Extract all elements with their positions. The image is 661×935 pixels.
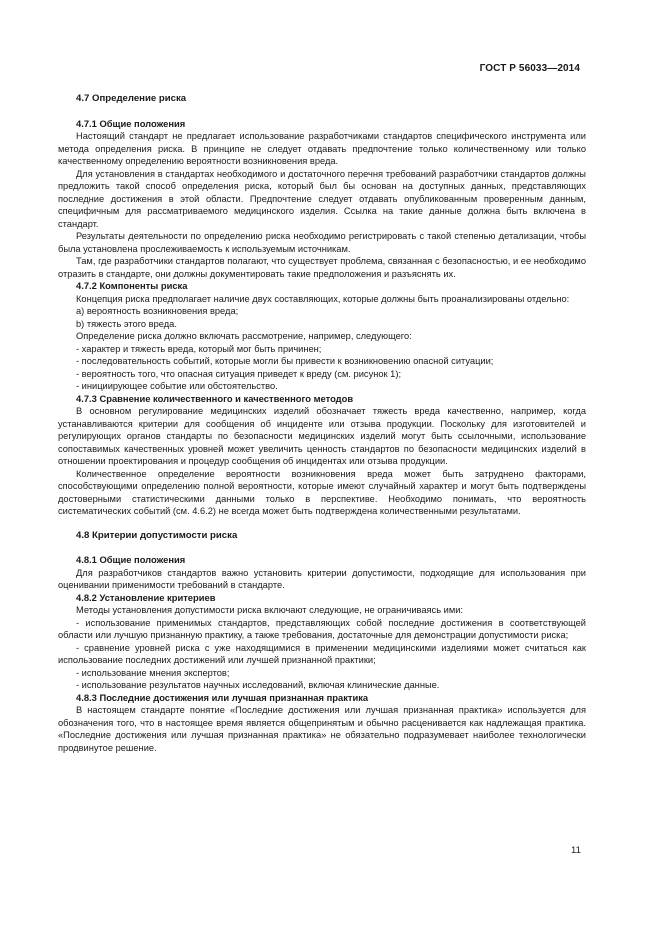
paragraph: В настоящем стандарте понятие «Последние достижения или лучшая признанная практика» используется для обозначения того, что в настоящее время является общепринятым и обычно расценивается как надлежащая практика. «Последние достижения или лучшая признанная практика» не обязательно подразумевает наиболее технологически продвинутое решение. — [58, 705, 586, 753]
list-item: - использование мнения экспертов; — [76, 667, 230, 678]
paragraph: Концепция риска предполагает наличие двух составляющих, которые должны быть проанализированы отдельно: — [76, 293, 570, 304]
list-item: - вероятность того, что опасная ситуация приведет к вреду (см. рисунок 1); — [76, 368, 402, 379]
document-body — [58, 93, 586, 754]
list-item: - сравнение уровней риска с уже находящимися в применении медицинскими изделиями может считаться как использование последних достижений или лучшей признанной практики; — [58, 642, 586, 665]
list-item: - последовательность событий, которые могли бы привести к возникновению опасной ситуации; — [76, 356, 494, 366]
section-4-7-1-title: 4.7.1 Общие положения — [76, 117, 186, 129]
paragraph: Методы установления допустимости риска включают следующие, не ограничиваясь ими: — [76, 605, 463, 615]
section-4-8-title: 4.8 Критерии допустимости риска — [76, 529, 238, 541]
list-item: b) тяжесть этого вреда. — [76, 318, 177, 329]
paragraph: Для разработчиков стандартов важно установить критерии допустимости, подходящие для использования при оценивании применимости требований в стандарте. — [58, 567, 586, 590]
page-number: 11 — [571, 845, 581, 856]
list-item: a) вероятность возникновения вреда; — [76, 306, 239, 316]
paragraph: В основном регулирование медицинских изделий обозначает тяжесть вреда качественно, например, когда устанавливаются критерии для сообщения об инциденте или отзыва продукции. Поскольку для изготовителей и регулирующих органов стандарты по безопасности медицинских изделий могут быть ссылочными, использование сопоставимых качественных уровней может увеличить ценность стандартов по безопасности медицинских изделий в отношении проектирования и процедур сообщения об инцидентах или отзыва продукции. — [58, 406, 586, 466]
paragraph: Результаты деятельности по определению риска необходимо регистрировать с такой степенью детализации, чтобы была установлена прослеживаемость к используемым источникам. — [58, 231, 586, 254]
paragraph: Настоящий стандарт не предлагает использование разработчиками стандартов специфического инструмента или метода определения риска. В принципе не следует отдавать предпочтение только количественному или только качественному определению вероятности возникновения вреда. — [58, 131, 586, 166]
section-4-7-title: 4.7 Определение риска — [76, 93, 187, 104]
paragraph: Для установления в стандартах необходимого и достаточного перечня требований разработчики стандартов должны предложить такой способ определения риска, который был бы основан на доступных данных, представляющих последние достижения в этой области. Предпочтение следует отдавать опубликованным проверенным данным, специфичным для рассматриваемого медицинского изделия. Ссылка на такие данные должна быть включена в стандарт. — [58, 168, 586, 229]
paragraph: Там, где разработчики стандартов полагают, что существует проблема, связанная с безопасностью, и ее необходимо отразить в стандарте, они должны документировать такие предположения и разъяснять их. — [58, 256, 586, 279]
section-4-8-1-title: 4.8.1 Общие положения — [76, 554, 186, 565]
standard-designation: ГОСТ Р 56033—2014 — [479, 63, 580, 74]
paragraph: Определение риска должно включать рассмотрение, например, следующего: — [76, 331, 412, 341]
list-item: - инициирующее событие или обстоятельство. — [76, 381, 278, 391]
list-item: - использование результатов научных исследований, включая клинические данные. — [76, 680, 440, 690]
section-4-8-3-title: 4.8.3 Последние достижения или лучшая признанная практика — [76, 691, 369, 703]
section-4-8-2-title: 4.8.2 Установление критериев — [76, 591, 216, 603]
list-item: - характер и тяжесть вреда, который мог быть причинен; — [76, 343, 322, 354]
section-4-7-3-title: 4.7.3 Сравнение количественного и качественного методов — [76, 392, 354, 404]
section-4-7-2-title: 4.7.2 Компоненты риска — [76, 280, 188, 291]
paragraph: Количественное определение вероятности возникновения вреда может быть затруднено факторами, способствующими определению полной вероятности, которые имеют случайный характер и могут быть подтверждены достоверными статистическими данными только в перспективе. Необходимо понимать, что вероятность систематических событий (см. 4.6.2) не всегда может быть подтверждена количественными результатами. — [58, 468, 586, 516]
list-item: - использование применимых стандартов, представляющих собой последние достижения в соответствующей области или лучшую признанную практику, а также требования, достаточные для демонстрации допустимости риска; — [58, 617, 586, 640]
